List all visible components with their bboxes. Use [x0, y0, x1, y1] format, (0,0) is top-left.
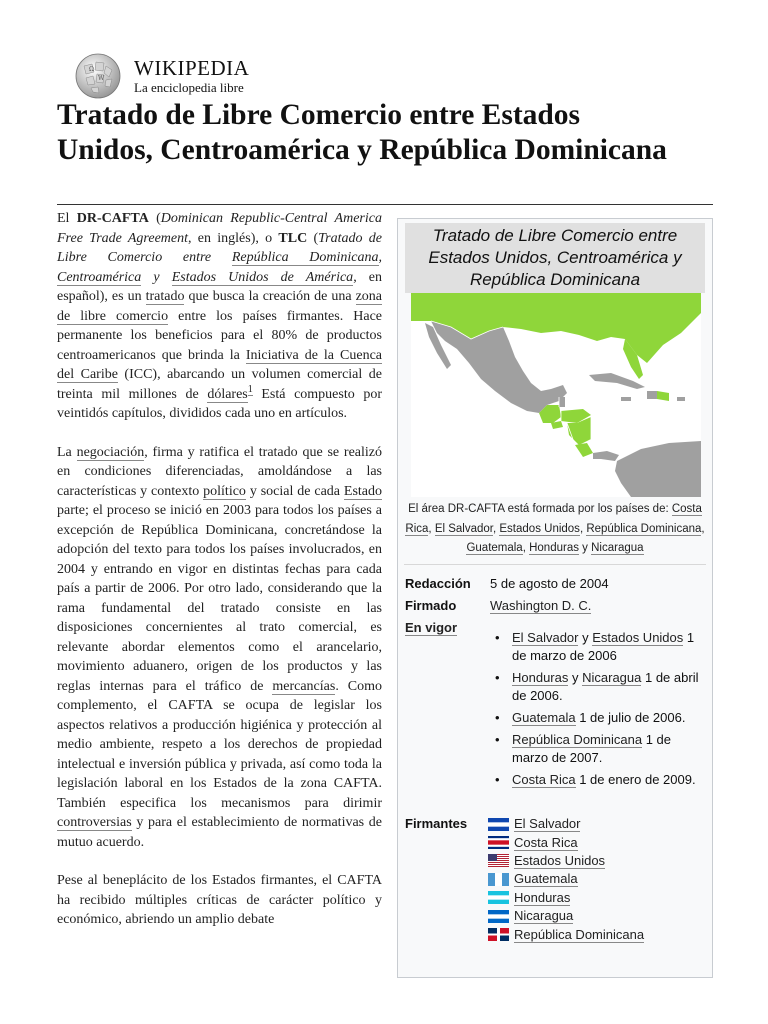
el-salvador-flag-icon [488, 818, 509, 831]
firmante-link[interactable]: El Salvador [514, 816, 581, 832]
map-belize [559, 397, 565, 407]
redaccion-value: 5 de agosto de 2004 [490, 576, 609, 591]
link-estado[interactable]: Estado [343, 483, 383, 499]
link-mercancias[interactable]: mercancías [272, 678, 336, 694]
firmantes-list [488, 815, 644, 944]
honduras-flag-icon [488, 891, 509, 904]
firmante-link[interactable]: Costa Rica [514, 834, 578, 850]
firmante-link[interactable]: República Dominicana [514, 926, 645, 942]
link-controversias[interactable]: controversias [57, 815, 132, 830]
redaccion-label: Redacción [405, 576, 471, 591]
firmante-item [488, 852, 644, 870]
paragraph-3: Pese al beneplácito de los Estados firmantes, el CAFTA ha recibido múltiples críticas de carácter político y económico, abriendo un amplio debate [57, 873, 382, 927]
map-jamaica [621, 397, 631, 401]
en-vigor-link[interactable]: Guatemala [512, 710, 576, 725]
en-vigor-item: • El Salvador y Estados Unidos 1 de marzo de 2006 [490, 629, 710, 665]
map-haiti [647, 391, 657, 399]
cafta-region-map[interactable] [411, 293, 701, 497]
en-vigor-link[interactable]: Nicaragua [582, 670, 642, 685]
en-vigor-link[interactable]: El Salvador [512, 630, 579, 645]
en-vigor-link[interactable]: Honduras [512, 670, 569, 685]
link-centroamerica[interactable]: Centroamérica [57, 269, 142, 285]
en-vigor-item: • Costa Rica 1 de enero de 2009. [490, 771, 710, 789]
wikipedia-globe-icon[interactable] [74, 52, 122, 100]
en-vigor-item: • Guatemala 1 de julio de 2006. [490, 709, 710, 727]
costa-rica-flag-icon [488, 836, 509, 849]
paragraph-1: El DR-CAFTA (Dominican Republic-Central America Free Trade Agreement, en inglés), o TLC (Tratado de Libre Comercio entre República Dominicana, Centroamérica y Estados Unidos de América, en español), es un tratado que busca la creación de una zona de libre comercio entre los países firmantes. Hace permanente los beneficios para el 80% de productos centroamericanos que brinda la Iniciativa de la Cuenca del Caribe (ICC), abarcando un volumen comercial de treinta mil millones de dólares$^1$ Está compuesto por veintidós capítulos, divididos cada uno en artículos. [57, 211, 383, 421]
caption-link-republica-dominicana[interactable]: República Dominicana [586, 522, 702, 535]
link-zona-libre-comercio[interactable]: zona de libre comercio [57, 289, 382, 324]
caption-link-el-salvador[interactable]: El Salvador [434, 522, 493, 535]
en-vigor-item: • República Dominicana 1 de marzo de 2007. [490, 731, 710, 767]
link-politico[interactable]: político [203, 483, 246, 499]
firmante-link[interactable]: Guatemala [514, 871, 578, 887]
map-puerto-rico [677, 397, 685, 401]
united-states-flag-icon [488, 854, 509, 867]
page-title: Tratado de Libre Comercio entre Estados Unidos, Centroamérica y República Dominicana [57, 99, 667, 166]
english-name: Dominican Republic-Central America Free Trade Agreement [57, 211, 382, 246]
svg-text:W: W [98, 75, 105, 82]
abbr-tlc: TLC [278, 230, 308, 246]
article-body [57, 209, 382, 949]
link-negociacion[interactable]: negociación [76, 444, 145, 460]
link-estados-unidos[interactable]: Estados Unidos de América [171, 269, 354, 285]
caption-link-estados-unidos[interactable]: Estados Unidos [499, 522, 580, 535]
caption-link-nicaragua[interactable]: Nicaragua [591, 542, 644, 554]
caption-link-costa-rica[interactable]: Costa Rica [405, 503, 702, 535]
link-republica-dominicana[interactable]: República Dominicana [231, 250, 379, 265]
link-tratado[interactable]: tratado [145, 289, 185, 304]
en-vigor-link[interactable]: Estados Unidos [592, 630, 684, 645]
infobox [397, 218, 713, 978]
link-iniciativa-cuenca-caribe[interactable]: Iniciativa de la Cuenca del Caribe [57, 347, 382, 382]
abbr-drcafta: DR-CAFTA [76, 211, 149, 226]
reference-link[interactable]: 1 [247, 383, 253, 395]
infobox-title: Tratado de Libre Comercio entre Estados Unidos, Centroamérica y República Dominicana [405, 223, 705, 293]
wikipedia-wordmark[interactable]: WIKIPEDIA [134, 56, 250, 80]
firmante-item [488, 815, 644, 833]
infobox-separator [404, 564, 706, 565]
firmante-item [488, 870, 644, 888]
en-vigor-item: • Honduras y Nicaragua 1 de abril de 2006. [490, 669, 710, 705]
dominican-republic-flag-icon [488, 928, 509, 941]
firmante-link[interactable]: Estados Unidos [514, 852, 606, 868]
firmante-link[interactable]: Honduras [514, 889, 571, 905]
firmante-item [488, 907, 644, 925]
en-vigor-link[interactable]: República Dominicana [512, 732, 643, 747]
firmante-link[interactable]: Nicaragua [514, 908, 574, 924]
firmante-item [488, 889, 644, 907]
firmante-item [488, 925, 644, 943]
en-vigor-link[interactable]: Costa Rica [512, 772, 576, 787]
en-vigor-label[interactable]: En vigor [405, 620, 458, 635]
firmado-value-link[interactable]: Washington D. C. [490, 598, 592, 613]
guatemala-flag-icon [488, 873, 509, 886]
svg-text:Ω: Ω [89, 66, 94, 73]
firmado-label: Firmado [405, 598, 457, 613]
firmantes-label: Firmantes [405, 816, 468, 831]
caption-link-honduras[interactable]: Honduras [529, 542, 579, 554]
caption-link-guatemala[interactable]: Guatemala [466, 542, 523, 554]
paragraph-2: La negociación, firma y ratifica el tratado que se realizó en condiciones diferenciadas, amoldándose a las características y contexto político y social de cada Estado parte; el proceso se inició en 2003 para todos los países a excepción de República Dominicana, concretándose la adopción del texto para todos los países involucrados, en 2004 y entrando en vigor en distintas fechas para cada país a partir de 2006. Por otro lado, considerando que la rama fundamental del tratado consiste en las disposiciones concernientes al trato comercial, es relevante abordar elementos como el arancelario, movimiento aduanero, origen de los productos y las reglas internas para el tráfico de mercancías. Como complemento, el CAFTA se ocupa de legislar los aspectos relativos a producción higiénica y protección al medio ambiente, respeto a los derechos de propiedad intelectual e inversión pública y privada, así como toda la legislación laboral en los Estados de la zona CAFTA. También especifica los mecanismos para dirimir controversias y para el establecimiento de normativas de mutuo acuerdo. [57, 444, 383, 850]
title-divider [57, 204, 713, 205]
en-vigor-list [490, 629, 710, 793]
wikipedia-tagline: La enciclopedia libre [134, 80, 244, 95]
map-caption: El área DR-CAFTA está formada por los países de: Costa Rica, El Salvador, Estados Unidos, República Dominicana, Guatemala, Honduras y Nicaragua [405, 503, 705, 554]
link-dolares[interactable]: dólares [207, 386, 248, 402]
nicaragua-flag-icon [488, 910, 509, 923]
firmante-item [488, 833, 644, 851]
spanish-name: Tratado de Libre Comercio entre República Dominicana, Centroamérica y Estados Unidos de América [57, 230, 382, 285]
